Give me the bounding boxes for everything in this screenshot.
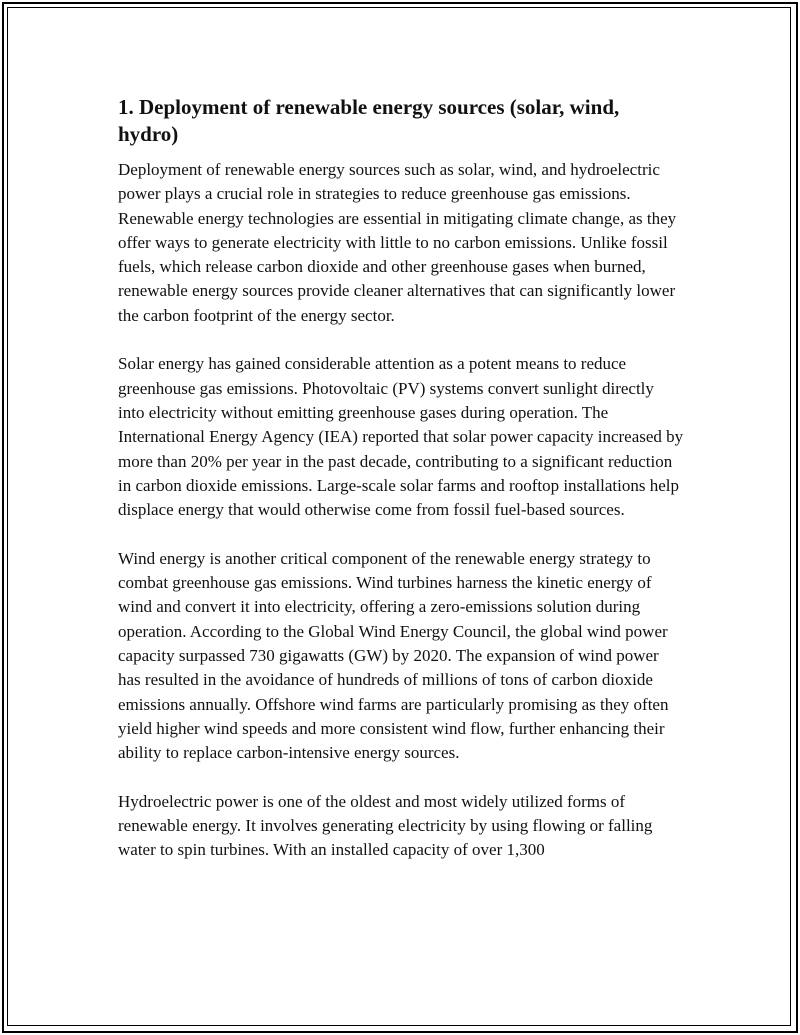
paragraph-hydro: Hydroelectric power is one of the oldest and most widely utilized forms of renewable energy. It involves generating electricity by using flowing or falling water to spin turbines. With an installed capacity of over 1,300 bbox=[118, 791, 653, 860]
paragraph-wind: Wind energy is another critical component of the renewable energy strategy to combat greenhouse gas emissions. Wind turbines harness the kinetic energy of wind and convert it into electricity, offering a zero-emissions solution during operation. According to the Global Wind Energy Council, the global wind power capacity surpassed 730 gigawatts (GW) by 2020. The expansion of wind power has resulted in the avoidance of hundreds of millions of tons of carbon dioxide emissions annually. Offshore wind farms are particularly promising as they often yield higher wind speeds and more consistent wind flow, further enhancing their ability to replace carbon-intensive energy sources. bbox=[118, 548, 669, 763]
paragraph-intro: Deployment of renewable energy sources such as solar, wind, and hydroelectric power plays a crucial role in strategies to reduce greenhouse gas emissions. Renewable energy technologies are essential in mitigating climate change, as they offer ways to generate electricity with little to no carbon emissions. Unlike fossil fuels, which release carbon dioxide and other greenhouse gases when burned, renewable energy sources provide cleaner alternatives that can significantly lower the carbon footprint of the energy sector. bbox=[118, 160, 677, 325]
document-page bbox=[118, 94, 684, 887]
paragraph-solar: Solar energy has gained considerable attention as a potent means to reduce greenhouse gas emissions. Photovoltaic (PV) systems convert sunlight directly into electricity without emitting greenhouse gases during operation. The International Energy Agency (IEA) reported that solar power capacity increased by more than 20% per year in the past decade, contributing to a significant reduction in carbon dioxide emissions. Large-scale solar farms and rooftop installations help displace energy that would otherwise come from fossil fuel-based sources. bbox=[118, 354, 684, 520]
section-heading: 1. Deployment of renewable energy sources (solar, wind, hydro) bbox=[118, 95, 620, 146]
